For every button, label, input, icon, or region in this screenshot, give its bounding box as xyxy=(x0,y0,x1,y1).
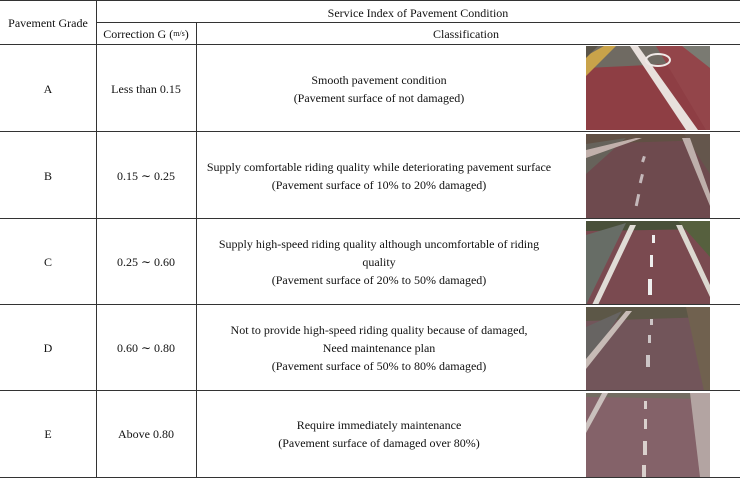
row-d-classification xyxy=(196,305,562,391)
road-photo-grade-d xyxy=(586,307,710,391)
row-c-line: Supply high-speed riding quality although uncomfortable of riding xyxy=(218,237,540,251)
header-classification: Classification xyxy=(433,27,499,41)
road-photo-grade-c xyxy=(586,221,710,305)
header-bottom-rule xyxy=(0,44,740,45)
row-a-grade: A xyxy=(43,81,53,96)
column-divider xyxy=(96,0,97,478)
header-correction-label: Correction G ( xyxy=(103,27,174,41)
row-e-classification xyxy=(196,391,562,477)
header-service-index: Service Index of Pavement Condition xyxy=(327,6,509,20)
header-pavement-grade: Pavement Grade xyxy=(8,16,88,30)
row-b-line: (Pavement surface of 10% to 20% damaged) xyxy=(271,177,487,192)
row-c-line: quality xyxy=(362,255,396,269)
row-divider xyxy=(0,131,740,132)
road-photo-grade-a xyxy=(586,46,710,130)
row-c-classification xyxy=(196,219,562,305)
row-c-correction: 0.25 ∼ 0.60 xyxy=(116,255,176,269)
table-border-top xyxy=(0,0,740,1)
row-divider xyxy=(0,304,740,305)
row-divider xyxy=(0,390,740,391)
row-a-correction: Less than 0.15 xyxy=(111,81,181,96)
row-a-line: Smooth pavement condition xyxy=(311,72,447,87)
row-e-correction: Above 0.80 xyxy=(118,427,174,441)
road-photo-grade-e xyxy=(586,393,710,477)
table-border-bottom xyxy=(0,477,740,478)
row-divider xyxy=(0,218,740,219)
row-d-correction: 0.60 ∼ 0.80 xyxy=(116,341,176,355)
row-c-grade: C xyxy=(43,255,52,269)
row-d-grade: D xyxy=(43,341,53,355)
row-d-line: Not to provide high-speed riding quality because of damaged, xyxy=(230,323,528,337)
row-e-grade: E xyxy=(44,427,52,441)
header-divider xyxy=(96,22,740,23)
column-divider xyxy=(196,22,197,478)
row-b-classification xyxy=(196,132,562,219)
row-b-correction: 0.15 ∼ 0.25 xyxy=(116,168,176,183)
row-a-classification xyxy=(196,45,562,132)
row-e-line: Require immediately maintenance xyxy=(296,418,462,432)
header-correction-unit: m/s xyxy=(173,29,185,38)
header-correction-close: ) xyxy=(184,27,189,41)
row-e-line: (Pavement surface of damaged over 80%) xyxy=(278,436,480,450)
row-c-line: (Pavement surface of 20% to 50% damaged) xyxy=(271,273,487,287)
row-d-line: Need maintenance plan xyxy=(322,341,436,355)
row-b-line: Supply comfortable riding quality while deteriorating pavement surface xyxy=(206,159,552,174)
row-d-line: (Pavement surface of 50% to 80% damaged) xyxy=(271,359,487,373)
road-photo-grade-b xyxy=(586,134,710,218)
row-a-line: (Pavement surface of not damaged) xyxy=(293,90,465,105)
header-correction xyxy=(96,24,196,44)
row-b-grade: B xyxy=(43,168,52,183)
